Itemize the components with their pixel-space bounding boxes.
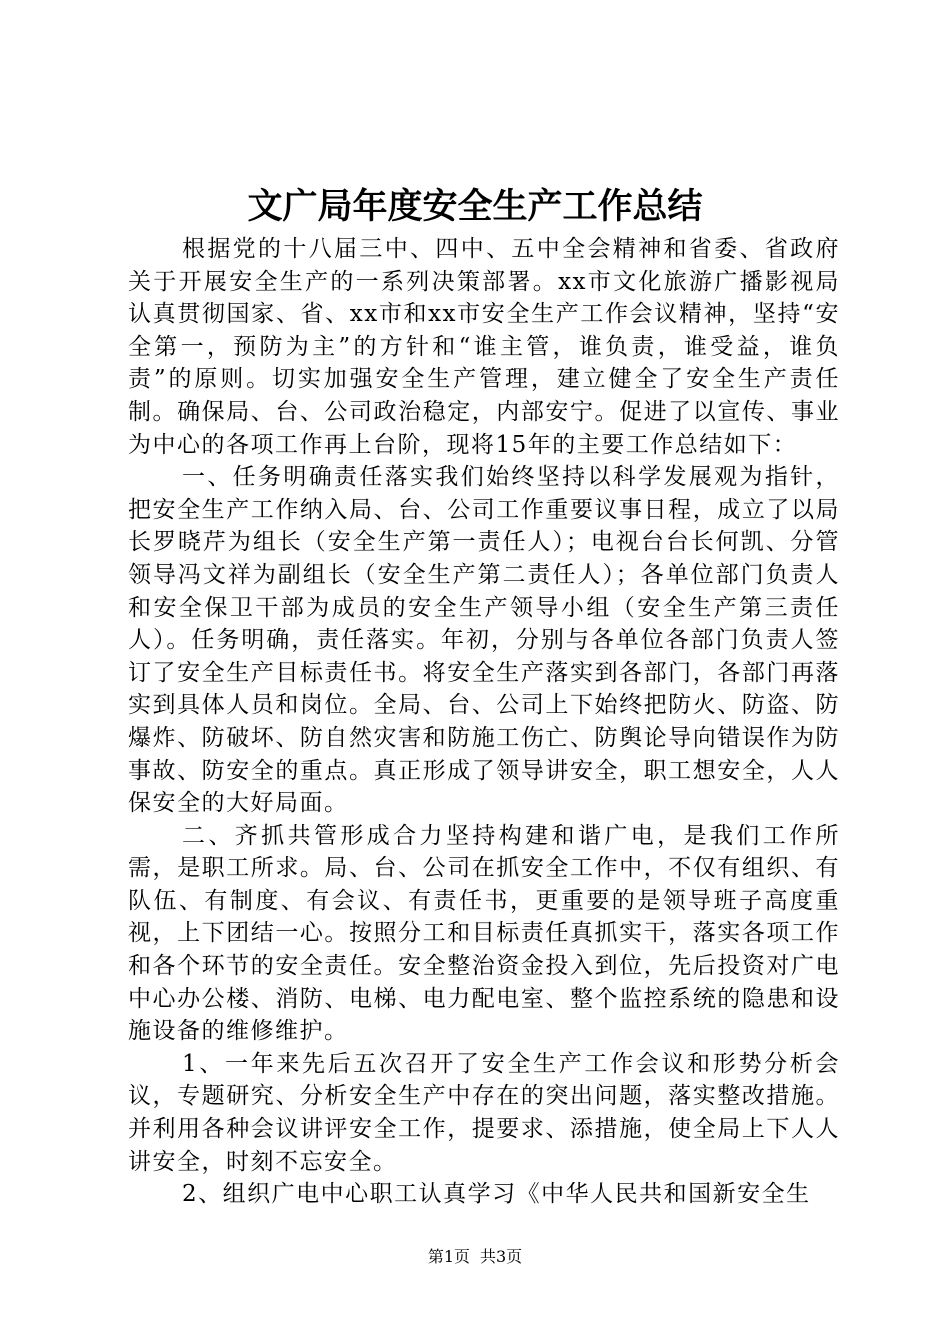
paragraph-item-1: 1、一年来先后五次召开了安全生产工作会议和形势分析会议，专题研究、分析安全生产中存在的突出问题，落实整改措施。并利用各种会议讲评安全工作，提要求、添措施，使全局上下人人讲安全，时刻不忘安全。 — [128, 1050, 840, 1175]
document-title: 文广局年度安全生产工作总结 — [247, 186, 703, 227]
page-footer — [0, 1245, 950, 1269]
paragraph-section-1: 一、任务明确责任落实我们始终坚持以科学发展观为指针，把安全生产工作纳入局、台、公司工作重要议事日程，成立了以局长罗晓芹为组长（安全生产第一责任人）；电视台台长何凯、分管领导冯文祥为副组长（安全生产第二责任人）；各单位部门负责人和安全保卫干部为成员的安全生产领导小组（安全生产第三责任人）。任务明确，责任落实。年初，分别与各单位各部门负责人签订了安全生产目标责任书。将安全生产落实到各部门，各部门再落实到具体人员和岗位。全局、台、公司上下始终把防火、防盗、防爆炸、防破坏、防自然灾害和防施工伤亡、防舆论导向错误作为防事故、防安全的重点。真正形成了领导讲安全，职工想安全，人人保安全的大好局面。 — [128, 464, 840, 817]
document-body — [128, 233, 840, 1211]
paragraph-section-2: 二、齐抓共管形成合力坚持构建和谐广电，是我们工作所需，是职工所求。局、台、公司在抓安全工作中，不仅有组织、有队伍、有制度、有会议、有责任书，更重要的是领导班子高度重视，上下团结一心。按照分工和目标责任真抓实干，落实各项工作和各个环节的安全责任。安全整治资金投入到位，先后投资对广电中心办公楼、消防、电梯、电力配电室、整个监控系统的隐患和设施设备的维修维护。 — [128, 822, 840, 1045]
page-number: 第1页 — [427, 1247, 470, 1266]
paragraph-intro: 根据党的十八届三中、四中、五中全会精神和省委、省政府关于开展安全生产的一系列决策部署。xx市文化旅游广播影视局认真贯彻国家、省、xx市和xx市安全生产工作会议精神，坚持“安全第一，预防为主”的方针和“谁主管，谁负责，谁受益，谁负责”的原则。切实加强安全生产管理，建立健全了安全生产责任制。确保局、台、公司政治稳定，内部安宁。促进了以宣传、事业为中心的各项工作再上台阶，现将15年的主要工作总结如下： — [128, 236, 840, 458]
page-total: 共3页 — [480, 1247, 523, 1266]
paragraph-item-2: 2、组织广电中心职工认真学习《中华人民共和国新安全生 — [182, 1181, 811, 1208]
